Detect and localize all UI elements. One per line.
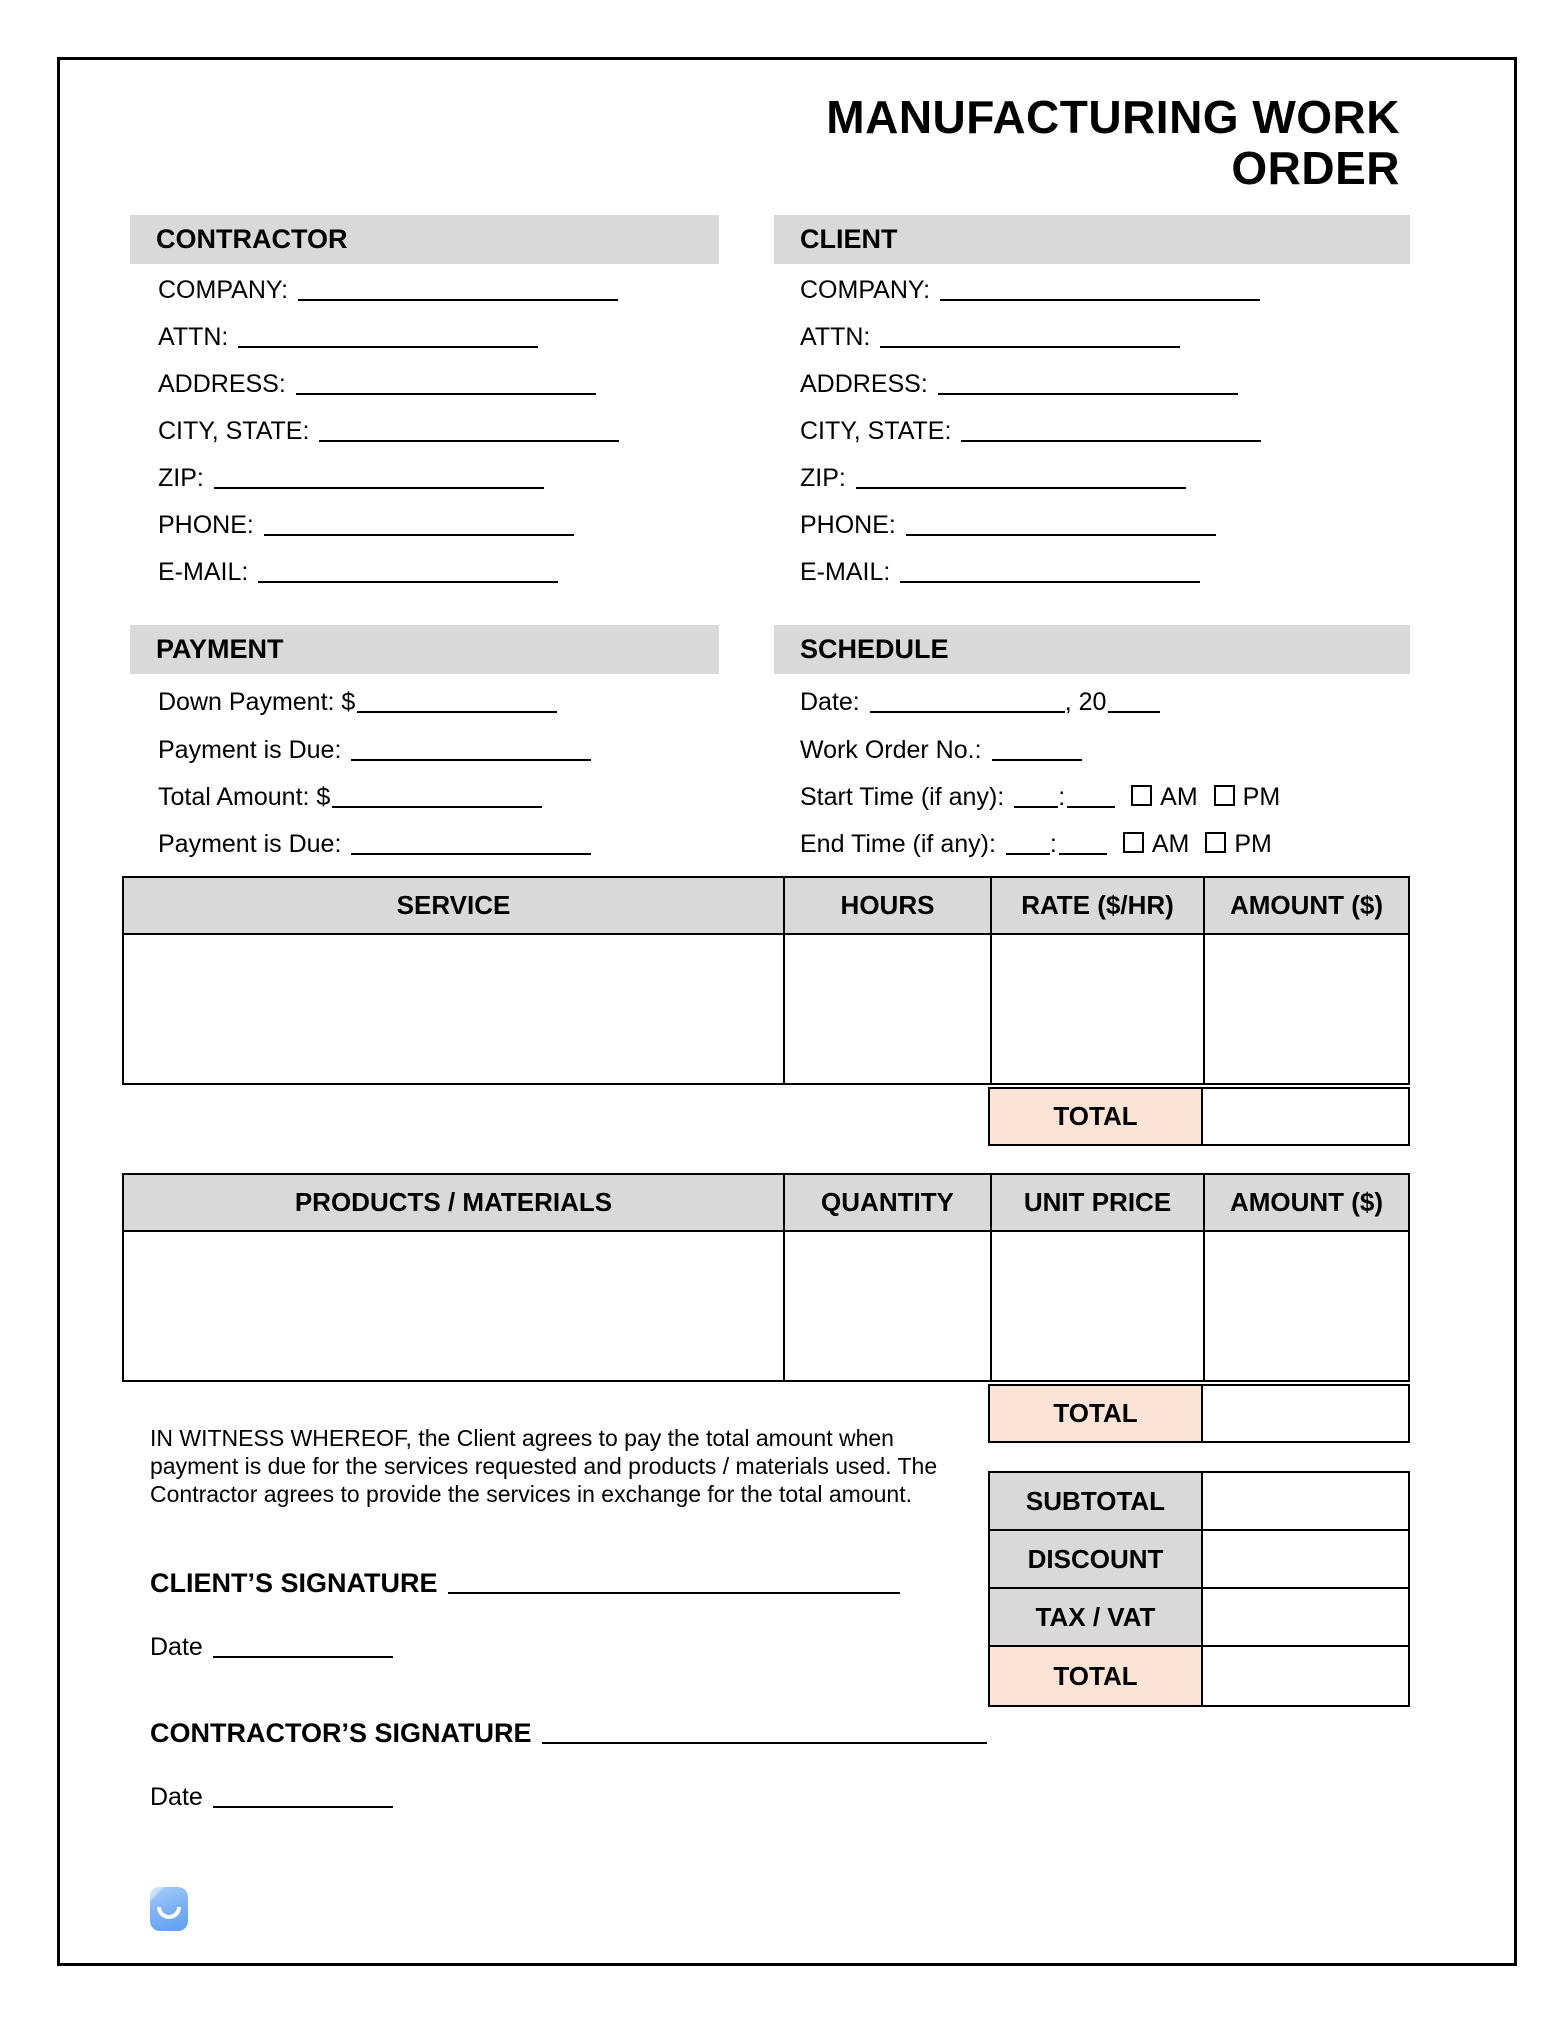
contractor-address-input-line[interactable]	[296, 393, 596, 395]
contractor-email-label: E-MAIL:	[158, 558, 249, 586]
subtotal-label: SUBTOTAL	[990, 1473, 1203, 1531]
service-hours-cell[interactable]	[785, 935, 992, 1083]
products-total-row	[988, 1384, 1410, 1443]
products-quantity-col-header: QUANTITY	[785, 1175, 992, 1232]
end-am-label: AM	[1151, 830, 1190, 858]
client-phone-input-line[interactable]	[906, 534, 1216, 536]
service-total-value-cell[interactable]	[1203, 1089, 1408, 1144]
products-amount-cell[interactable]	[1205, 1232, 1408, 1380]
products-cell[interactable]	[124, 1232, 785, 1380]
client-phone-row	[800, 507, 1216, 541]
contractor-signature-row	[150, 1712, 987, 1750]
client-company-row	[800, 272, 1260, 306]
client-email-row	[800, 554, 1200, 588]
logo-fold-corner	[150, 1887, 164, 1901]
payment-due-label-1: Payment is Due:	[158, 736, 342, 764]
schedule-year-prefix: , 20	[1064, 688, 1107, 716]
end-am-checkbox[interactable]	[1123, 832, 1144, 853]
contractor-company-row	[158, 272, 618, 306]
payment-due-row-2	[158, 826, 591, 860]
schedule-year-input-line[interactable]	[1108, 711, 1160, 713]
contractor-phone-input-line[interactable]	[264, 534, 574, 536]
contractor-city-state-input-line[interactable]	[319, 440, 619, 442]
down-payment-input-line[interactable]	[357, 711, 557, 713]
tax-vat-value-cell[interactable]	[1203, 1589, 1408, 1647]
contractor-zip-label: ZIP:	[158, 464, 204, 492]
end-time-label: End Time (if any):	[800, 830, 996, 858]
start-time-minute-line[interactable]	[1067, 806, 1115, 808]
schedule-date-label: Date:	[800, 688, 860, 716]
legal-clause	[150, 1424, 937, 1508]
summary-table	[988, 1471, 1410, 1707]
start-pm-label: PM	[1242, 783, 1281, 811]
legal-clause-line2: payment is due for the services requested and products / materials used. The	[150, 1453, 938, 1479]
start-time-colon: :	[1058, 783, 1066, 811]
total-amount-input-line[interactable]	[332, 806, 542, 808]
products-col-header: PRODUCTS / MATERIALS	[124, 1175, 785, 1232]
service-cell[interactable]	[124, 935, 785, 1083]
service-total-label: TOTAL	[990, 1089, 1203, 1144]
payment-due-label-2: Payment is Due:	[158, 830, 342, 858]
contractor-zip-row	[158, 460, 544, 494]
products-amount-col-header: AMOUNT ($)	[1205, 1175, 1408, 1232]
contractor-city-state-row	[158, 413, 619, 447]
contractor-attn-label: ATTN:	[158, 323, 229, 351]
contractor-attn-input-line[interactable]	[238, 346, 538, 348]
contractor-date-label: Date	[150, 1783, 203, 1811]
service-rate-col-header: RATE ($/HR)	[992, 878, 1205, 935]
brand-logo-icon	[150, 1887, 188, 1931]
contractor-phone-label: PHONE:	[158, 511, 254, 539]
grand-total-label: TOTAL	[990, 1647, 1203, 1705]
products-total-value-cell[interactable]	[1203, 1386, 1408, 1441]
payment-due-input-line-1[interactable]	[351, 759, 591, 761]
down-payment-row	[158, 684, 557, 718]
service-col-header: SERVICE	[124, 878, 785, 935]
payment-due-row-1	[158, 732, 591, 766]
service-total-row	[988, 1087, 1410, 1146]
client-date-label: Date	[150, 1633, 203, 1661]
start-pm-checkbox[interactable]	[1214, 785, 1235, 806]
start-am-checkbox[interactable]	[1131, 785, 1152, 806]
client-date-row	[150, 1626, 393, 1664]
client-address-row	[800, 366, 1238, 400]
service-rate-cell[interactable]	[992, 935, 1205, 1083]
total-amount-row	[158, 779, 542, 813]
service-amount-cell[interactable]	[1205, 935, 1408, 1083]
contractor-attn-row	[158, 319, 538, 353]
products-table	[122, 1173, 1410, 1382]
client-signature-line[interactable]	[448, 1592, 900, 1594]
page-title	[600, 92, 1400, 194]
total-amount-label: Total Amount: $	[158, 783, 331, 811]
service-amount-col-header: AMOUNT ($)	[1205, 878, 1408, 935]
contractor-zip-input-line[interactable]	[214, 487, 544, 489]
contractor-date-line[interactable]	[213, 1806, 393, 1808]
client-attn-row	[800, 319, 1180, 353]
client-address-input-line[interactable]	[938, 393, 1238, 395]
client-email-input-line[interactable]	[900, 581, 1200, 583]
client-email-label: E-MAIL:	[800, 558, 891, 586]
schedule-section-header: SCHEDULE	[774, 625, 1410, 674]
end-pm-label: PM	[1234, 830, 1272, 858]
payment-section-header: PAYMENT	[130, 625, 719, 674]
client-phone-label: PHONE:	[800, 511, 896, 539]
client-address-label: ADDRESS:	[800, 370, 928, 398]
start-am-label: AM	[1160, 783, 1198, 811]
work-order-no-input-line[interactable]	[992, 759, 1082, 761]
contractor-city-state-label: CITY, STATE:	[158, 417, 310, 445]
schedule-date-input-line[interactable]	[870, 711, 1065, 713]
products-quantity-cell[interactable]	[785, 1232, 992, 1380]
contractor-address-label: ADDRESS:	[158, 370, 286, 398]
client-attn-input-line[interactable]	[880, 346, 1180, 348]
client-city-state-row	[800, 413, 1261, 447]
client-company-label: COMPANY:	[800, 276, 931, 304]
discount-label: DISCOUNT	[990, 1531, 1203, 1589]
service-table	[122, 876, 1410, 1085]
client-zip-input-line[interactable]	[856, 487, 1186, 489]
subtotal-value-cell[interactable]	[1203, 1473, 1408, 1531]
start-time-label: Start Time (if any):	[800, 783, 1005, 811]
client-signature-label: CLIENT’S SIGNATURE	[150, 1568, 438, 1598]
client-zip-row	[800, 460, 1186, 494]
client-zip-label: ZIP:	[800, 464, 846, 492]
client-attn-label: ATTN:	[800, 323, 871, 351]
client-city-state-input-line[interactable]	[961, 440, 1261, 442]
start-time-row	[800, 779, 1280, 813]
discount-value-cell[interactable]	[1203, 1531, 1408, 1589]
contractor-section-header: CONTRACTOR	[130, 215, 719, 264]
page-title-line2: ORDER	[1231, 142, 1400, 194]
end-time-minute-line[interactable]	[1059, 853, 1107, 855]
client-company-input-line[interactable]	[940, 299, 1260, 301]
contractor-phone-row	[158, 507, 574, 541]
products-total-label: TOTAL	[990, 1386, 1203, 1441]
contractor-date-row	[150, 1776, 393, 1814]
products-unit-price-cell[interactable]	[992, 1232, 1205, 1380]
contractor-company-label: COMPANY:	[158, 276, 289, 304]
end-time-colon: :	[1049, 830, 1057, 858]
contractor-address-row	[158, 366, 596, 400]
legal-clause-line3: Contractor agrees to provide the services in exchange for the total amount.	[150, 1481, 912, 1507]
grand-total-value-cell[interactable]	[1203, 1647, 1408, 1705]
client-section-header: CLIENT	[774, 215, 1410, 264]
service-hours-col-header: HOURS	[785, 878, 992, 935]
client-city-state-label: CITY, STATE:	[800, 417, 952, 445]
down-payment-label: Down Payment: $	[158, 688, 356, 716]
tax-vat-label: TAX / VAT	[990, 1589, 1203, 1647]
logo-smile-icon	[157, 1907, 181, 1919]
work-order-no-label: Work Order No.:	[800, 736, 982, 764]
end-time-hour-line[interactable]	[1006, 853, 1050, 855]
end-time-row	[800, 826, 1272, 860]
contractor-company-input-line[interactable]	[298, 299, 618, 301]
contractor-signature-label: CONTRACTOR’S SIGNATURE	[150, 1718, 532, 1748]
contractor-email-input-line[interactable]	[258, 581, 558, 583]
client-date-line[interactable]	[213, 1656, 393, 1658]
start-time-hour-line[interactable]	[1014, 806, 1058, 808]
schedule-date-row	[800, 684, 1160, 718]
end-pm-checkbox[interactable]	[1205, 832, 1226, 853]
products-unit-price-col-header: UNIT PRICE	[992, 1175, 1205, 1232]
legal-clause-line1: IN WITNESS WHEREOF, the Client agrees to pay the total amount when	[150, 1425, 894, 1451]
page-title-line1: MANUFACTURING WORK	[826, 91, 1400, 143]
work-order-no-row	[800, 732, 1082, 766]
contractor-signature-line[interactable]	[542, 1742, 987, 1744]
contractor-email-row	[158, 554, 558, 588]
client-signature-row	[150, 1562, 900, 1600]
payment-due-input-line-2[interactable]	[351, 853, 591, 855]
